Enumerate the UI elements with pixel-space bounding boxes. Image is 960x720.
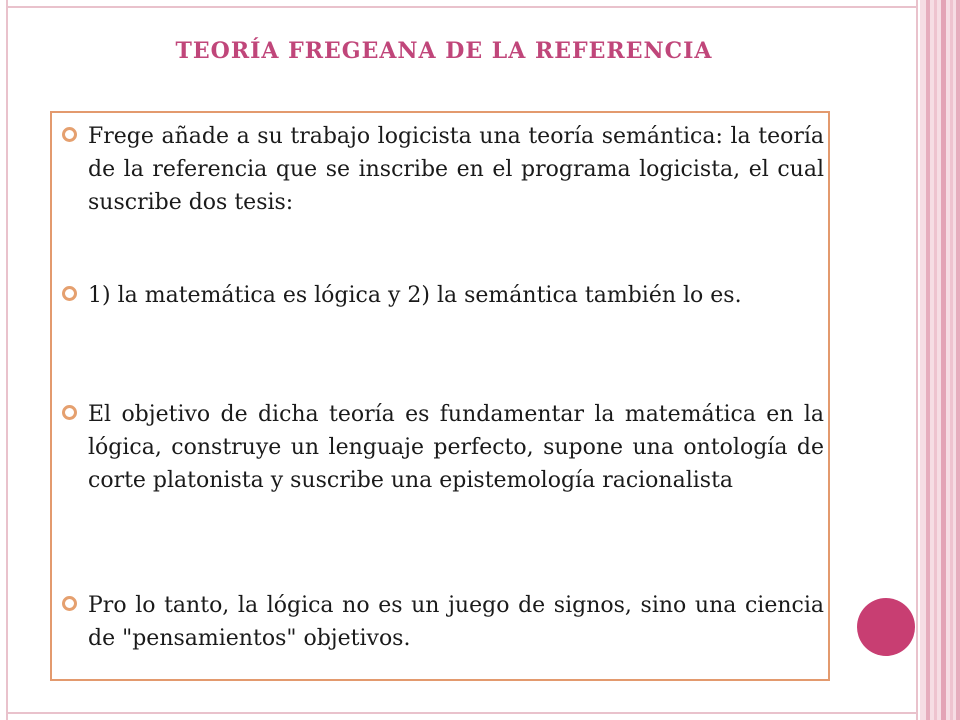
bullet-circle-icon	[62, 286, 77, 301]
decorative-stripe	[926, 0, 930, 720]
slide-frame-top	[6, 6, 918, 8]
decorative-stripe	[950, 0, 953, 720]
bullet-circle-icon	[62, 127, 77, 142]
decorative-circle	[857, 598, 915, 656]
decorative-stripe	[934, 0, 937, 720]
bullet-text: 1) la matemática es lógica y 2) la semántica también lo es.	[88, 283, 742, 308]
bullet-text: Frege añade a su trabajo logicista una teoría semántica: la teoría de la referencia que se inscribe en el programa logicista, el cual suscribe dos tesis:	[88, 124, 824, 215]
decorative-stripe	[956, 0, 960, 720]
slide-frame-left	[6, 0, 8, 720]
bullet-text: El objetivo de dicha teoría es fundamentar la matemática en la lógica, construye un lenguaje perfecto, supone una ontología de corte platonista y suscribe una epistemología racionalista	[88, 402, 824, 493]
slide-frame-bottom	[6, 712, 918, 714]
bullet-text: Pro lo tanto, la lógica no es un juego de signos, sino una ciencia de "pensamientos" objetivos.	[88, 593, 824, 651]
bullet-circle-icon	[62, 405, 77, 420]
slide-frame-right	[916, 0, 918, 720]
slide-title: TEORÍA FREGEANA DE LA REFERENCIA	[175, 38, 713, 64]
bullet-circle-icon	[62, 596, 77, 611]
decorative-stripe	[941, 0, 946, 720]
